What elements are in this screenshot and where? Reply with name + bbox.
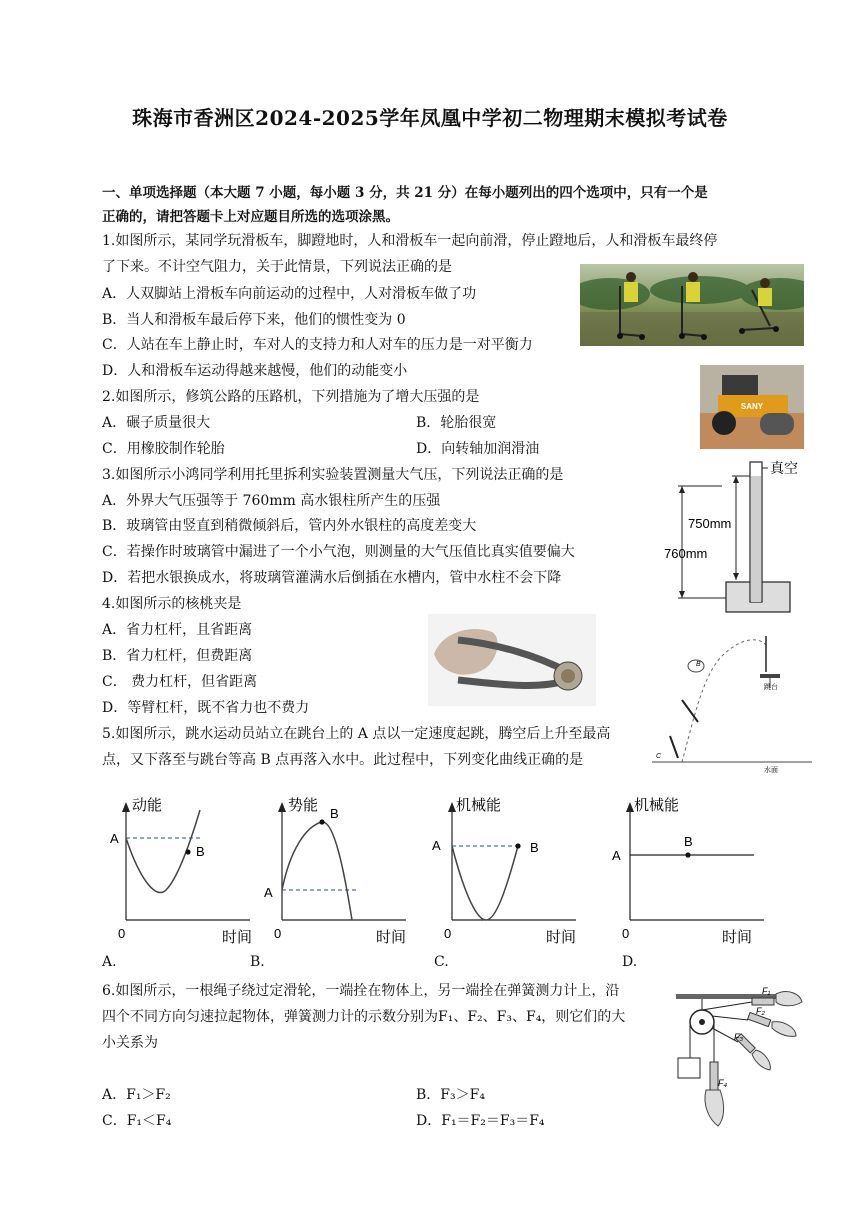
graph-d-ylabel: 机械能 bbox=[634, 797, 680, 814]
q1-option-b: B．当人和滑板车最后停下来，他们的惯性变为 0 bbox=[102, 312, 406, 328]
graph-d-point-b: B bbox=[684, 834, 693, 849]
graph-d bbox=[604, 790, 774, 950]
graph-option-d: D. bbox=[622, 954, 638, 970]
f2-label: F₂ bbox=[756, 1006, 765, 1016]
roller-logo: SANY bbox=[740, 402, 764, 411]
graph-b-ylabel: 势能 bbox=[288, 797, 319, 814]
graph-option-b: B. bbox=[250, 954, 265, 970]
graph-a-origin: 0 bbox=[118, 926, 126, 941]
graph-b-origin: 0 bbox=[274, 926, 282, 941]
q2-option-d: D．向转轴加润滑油 bbox=[416, 441, 540, 457]
graph-a-ylabel: 动能 bbox=[132, 797, 163, 814]
q6-stem-cont: 四个不同方向匀速拉起物体，弹簧测力计的示数分别为F₁、F₂、F₃、F₄，则它们的大 bbox=[102, 1009, 626, 1025]
q4-option-a: A．省力杠杆，且省距离 bbox=[102, 622, 253, 638]
graph-c-point-b: B bbox=[530, 840, 539, 855]
graph-a-point-a: A bbox=[110, 831, 119, 846]
graph-b-point-a: A bbox=[264, 885, 273, 900]
height-760-label: 760mm bbox=[664, 546, 708, 561]
q6-option-c: C．F₁＜F₄ bbox=[102, 1113, 172, 1129]
q1-stem: 1.如图所示，某同学玩滑板车，脚蹬地时，人和滑板车一起向前滑，停止蹬地后，人和滑板车最终停 bbox=[102, 233, 718, 249]
q4-option-c: C． 费力杠杆，但省距离 bbox=[102, 674, 258, 690]
q6-stem-cont2: 小关系为 bbox=[102, 1035, 158, 1051]
graph-c-xlabel: 时间 bbox=[546, 929, 577, 946]
page-title: 珠海市香洲区2024-2025学年凤凰中学初二物理期末模拟考试卷 bbox=[132, 106, 728, 130]
section-heading: 一、单项选择题（本大题 7 小题，每小题 3 分，共 21 分）在每小题列出的四个选项中，只有一个是 bbox=[102, 185, 708, 201]
graph-c-ylabel: 机械能 bbox=[456, 797, 502, 814]
q3-option-b: B．玻璃管由竖直到稍微倾斜后，管内外水银柱的高度差变大 bbox=[102, 518, 477, 534]
q2-option-c: C．用橡胶制作轮胎 bbox=[102, 441, 225, 457]
q3-option-c: C．若操作时玻璃管中漏进了一个小气泡，则测量的大气压值比真实值要偏大 bbox=[102, 544, 575, 560]
graph-option-c: C. bbox=[434, 954, 449, 970]
f3-label: F₃ bbox=[734, 1032, 744, 1042]
graph-d-point-a: A bbox=[612, 848, 621, 863]
f4-label: F₄ bbox=[718, 1078, 728, 1088]
q1-stem-cont: 了下来。不计空气阻力，关于此情景，下列说法正确的是 bbox=[102, 259, 452, 275]
q3-option-a: A．外界大气压强等于 760mm 高水银柱所产生的压强 bbox=[102, 493, 441, 509]
road-roller-photo bbox=[700, 365, 804, 449]
q6-option-a: A．F₁＞F₂ bbox=[102, 1087, 171, 1103]
q1-option-a: A．人双脚站上滑板车向前运动的过程中，人对滑板车做了功 bbox=[102, 286, 477, 302]
q4-option-b: B．省力杠杆，但费距离 bbox=[102, 648, 253, 664]
q3-stem: 3.如图所示小鸿同学利用托里拆利实验装置测量大气压，下列说法正确的是 bbox=[102, 467, 564, 483]
graph-b-point-b: B bbox=[330, 806, 339, 821]
q2-option-a: A．碾子质量很大 bbox=[102, 415, 211, 431]
diving-diagram bbox=[652, 626, 812, 774]
graph-a bbox=[100, 790, 260, 950]
graph-d-origin: 0 bbox=[622, 926, 630, 941]
f1-label: F₁ bbox=[762, 986, 771, 996]
graph-a-point-b: B bbox=[196, 844, 205, 859]
torricelli-diagram bbox=[662, 458, 810, 618]
nutcracker-photo bbox=[428, 614, 596, 706]
section-heading-cont: 正确的，请把答题卡上对应题目所选的选项涂黑。 bbox=[102, 209, 399, 225]
point-c-label: C bbox=[656, 753, 662, 760]
q4-stem: 4.如图所示的核桃夹是 bbox=[102, 596, 242, 612]
q6-option-b: B．F₃＞F₄ bbox=[416, 1087, 485, 1103]
graph-a-xlabel: 时间 bbox=[222, 929, 253, 946]
height-750-label: 750mm bbox=[688, 516, 732, 531]
graph-c-point-a: A bbox=[432, 838, 441, 853]
q2-option-b: B．轮胎很宽 bbox=[416, 415, 497, 431]
graph-b bbox=[256, 790, 416, 950]
graph-d-xlabel: 时间 bbox=[722, 929, 753, 946]
vacuum-label: 真空 bbox=[770, 460, 798, 476]
q6-stem: 6.如图所示，一根绳子绕过定滑轮，一端拴在物体上，另一端拴在弹簧测力计上，沿 bbox=[102, 983, 620, 999]
point-b-label: B bbox=[696, 661, 701, 668]
q6-option-d: D．F₁＝F₂＝F₃＝F₄ bbox=[416, 1113, 545, 1129]
scooter-photo bbox=[580, 264, 804, 346]
pulley-diagram bbox=[672, 980, 812, 1130]
platform-label: 跳台 bbox=[764, 684, 778, 691]
q1-option-d: D．人和滑板车运动得越来越慢，他们的动能变小 bbox=[102, 363, 408, 379]
q5-stem-cont: 点，又下落至与跳台等高 B 点再落入水中。此过程中，下列变化曲线正确的是 bbox=[102, 752, 584, 768]
water-label: 水面 bbox=[764, 767, 778, 774]
graph-b-xlabel: 时间 bbox=[376, 929, 407, 946]
graph-c-origin: 0 bbox=[444, 926, 452, 941]
graph-c bbox=[426, 790, 586, 950]
q3-option-d: D．若把水银换成水，将玻璃管灌满水后倒插在水槽内，管中水柱不会下降 bbox=[102, 570, 562, 586]
q4-option-d: D．等臂杠杆，既不省力也不费力 bbox=[102, 700, 310, 716]
q1-option-c: C．人站在车上静止时，车对人的支持力和人对车的压力是一对平衡力 bbox=[102, 337, 533, 353]
q5-stem: 5.如图所示，跳水运动员站立在跳台上的 A 点以一定速度起跳，腾空后上升至最高 bbox=[102, 726, 611, 742]
graph-option-a: A. bbox=[102, 954, 117, 970]
q2-stem: 2.如图所示，修筑公路的压路机，下列措施为了增大压强的是 bbox=[102, 389, 480, 405]
